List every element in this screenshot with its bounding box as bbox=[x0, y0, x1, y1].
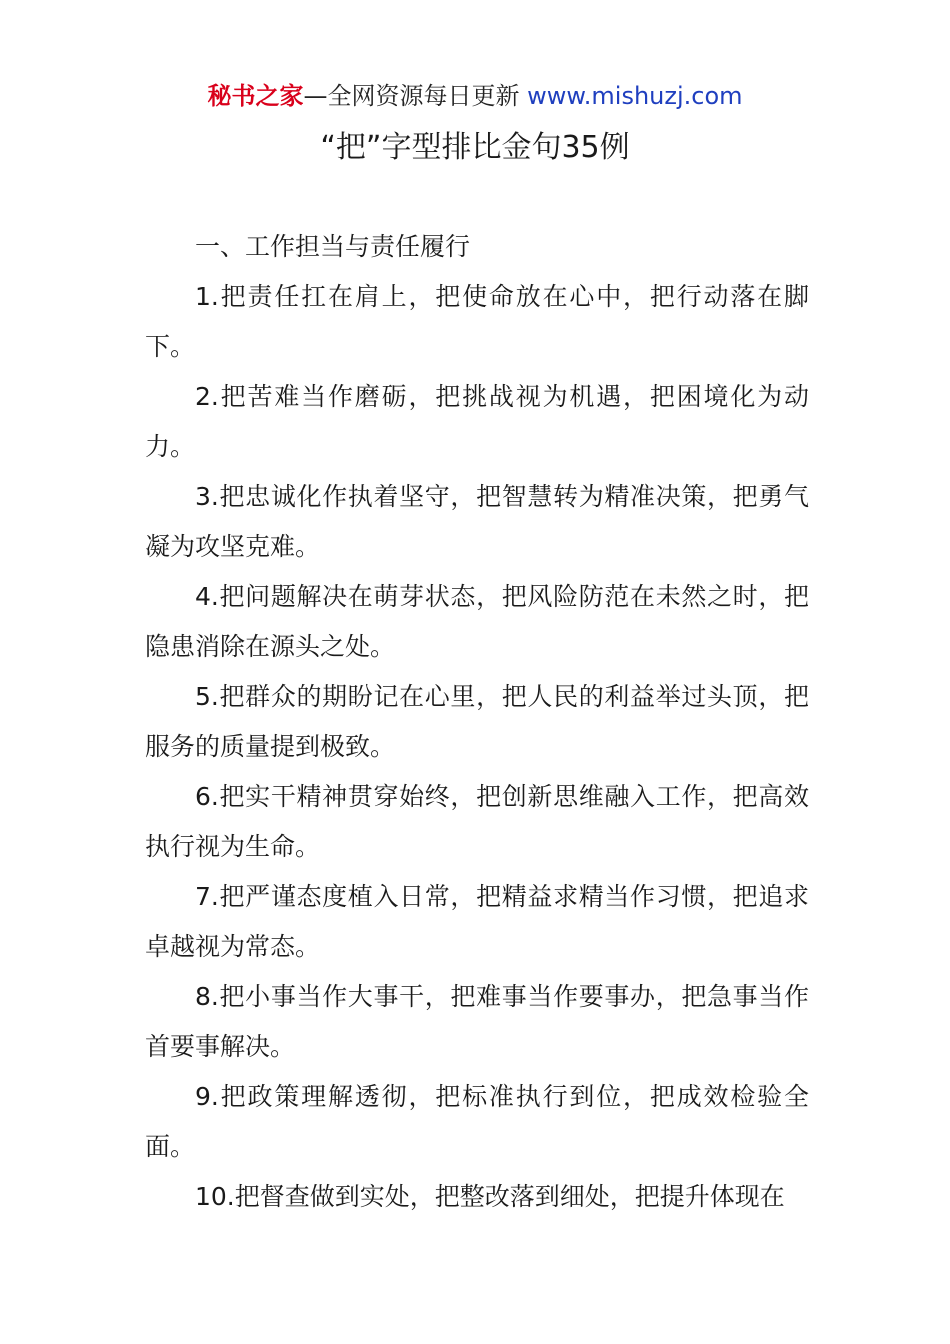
document-body bbox=[145, 222, 809, 1222]
section-heading: 一、工作担当与责任履行 bbox=[195, 232, 471, 261]
list-item: 4.把问题解决在萌芽状态，把风险防范在未然之时，把隐患消除在源头之处。 bbox=[145, 582, 809, 661]
header-tagline: —全网资源每日更新 bbox=[303, 82, 520, 110]
document-title: “把”字型排比金句35例 bbox=[320, 130, 630, 165]
list-item: 7.把严谨态度植入日常，把精益求精当作习惯，把追求卓越视为常态。 bbox=[145, 882, 809, 961]
list-item: 5.把群众的期盼记在心里，把人民的利益举过头顶，把服务的质量提到极致。 bbox=[145, 682, 809, 761]
list-item: 3.把忠诚化作执着坚守，把智慧转为精准决策，把勇气凝为攻坚克难。 bbox=[145, 482, 809, 561]
list-item: 1.把责任扛在肩上，把使命放在心中，把行动落在脚下。 bbox=[145, 282, 809, 361]
list-item: 6.把实干精神贯穿始终，把创新思维融入工作，把高效执行视为生命。 bbox=[145, 782, 809, 861]
list-item: 2.把苦难当作磨砺，把挑战视为机遇，把困境化为动力。 bbox=[145, 382, 809, 461]
brand-name: 秘书之家 bbox=[207, 82, 304, 110]
list-item: 8.把小事当作大事干，把难事当作要事办，把急事当作首要事解决。 bbox=[145, 982, 809, 1061]
list-item: 10.把督查做到实处，把整改落到细处，把提升体现在 bbox=[195, 1182, 785, 1211]
site-header bbox=[0, 80, 950, 112]
site-url: www.mishuzj.com bbox=[527, 82, 743, 110]
list-item: 9.把政策理解透彻，把标准执行到位，把成效检验全面。 bbox=[145, 1082, 809, 1161]
